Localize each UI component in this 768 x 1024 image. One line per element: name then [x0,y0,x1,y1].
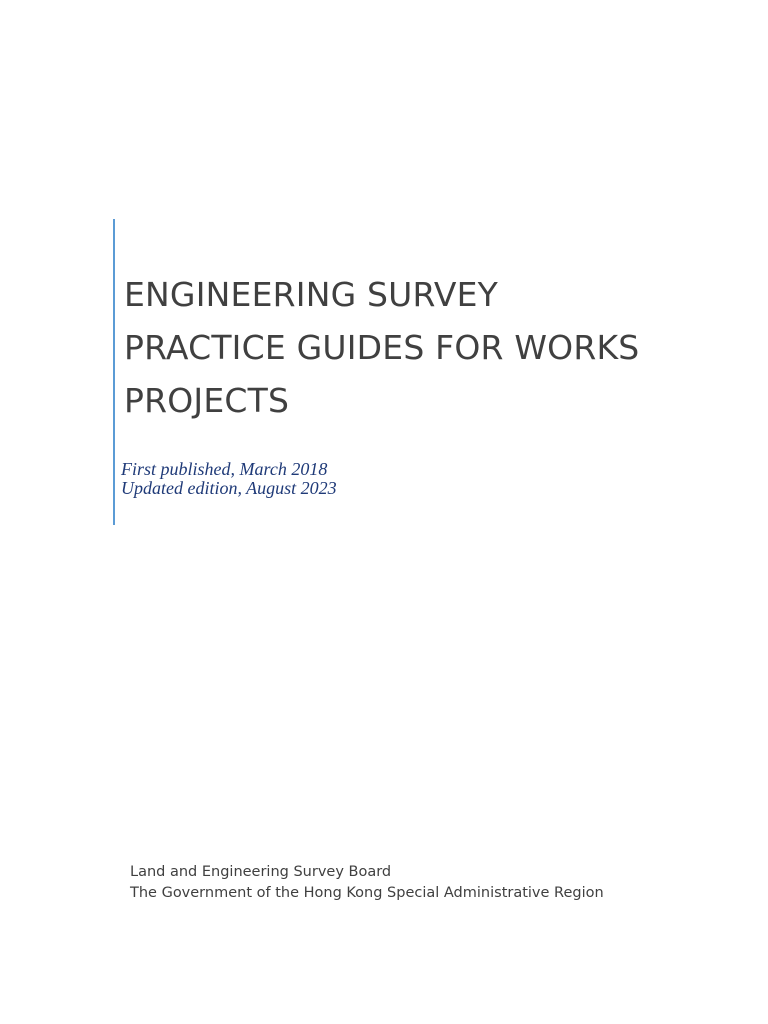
document-title [124,268,744,427]
accent-rule [113,219,115,525]
publisher-government: The Government of the Hong Kong Special Administrative Region [130,885,604,901]
title-line-1: ENGINEERING SURVEY [124,275,499,314]
publisher-info [130,862,604,904]
first-published-date: First published, March 2018 [121,459,328,479]
edition-info [121,460,337,498]
title-line-2: PRACTICE GUIDES FOR WORKS [124,328,640,367]
publisher-board: Land and Engineering Survey Board [130,864,392,880]
updated-edition-date: Updated edition, August 2023 [121,478,337,498]
title-line-3: PROJECTS [124,381,290,420]
